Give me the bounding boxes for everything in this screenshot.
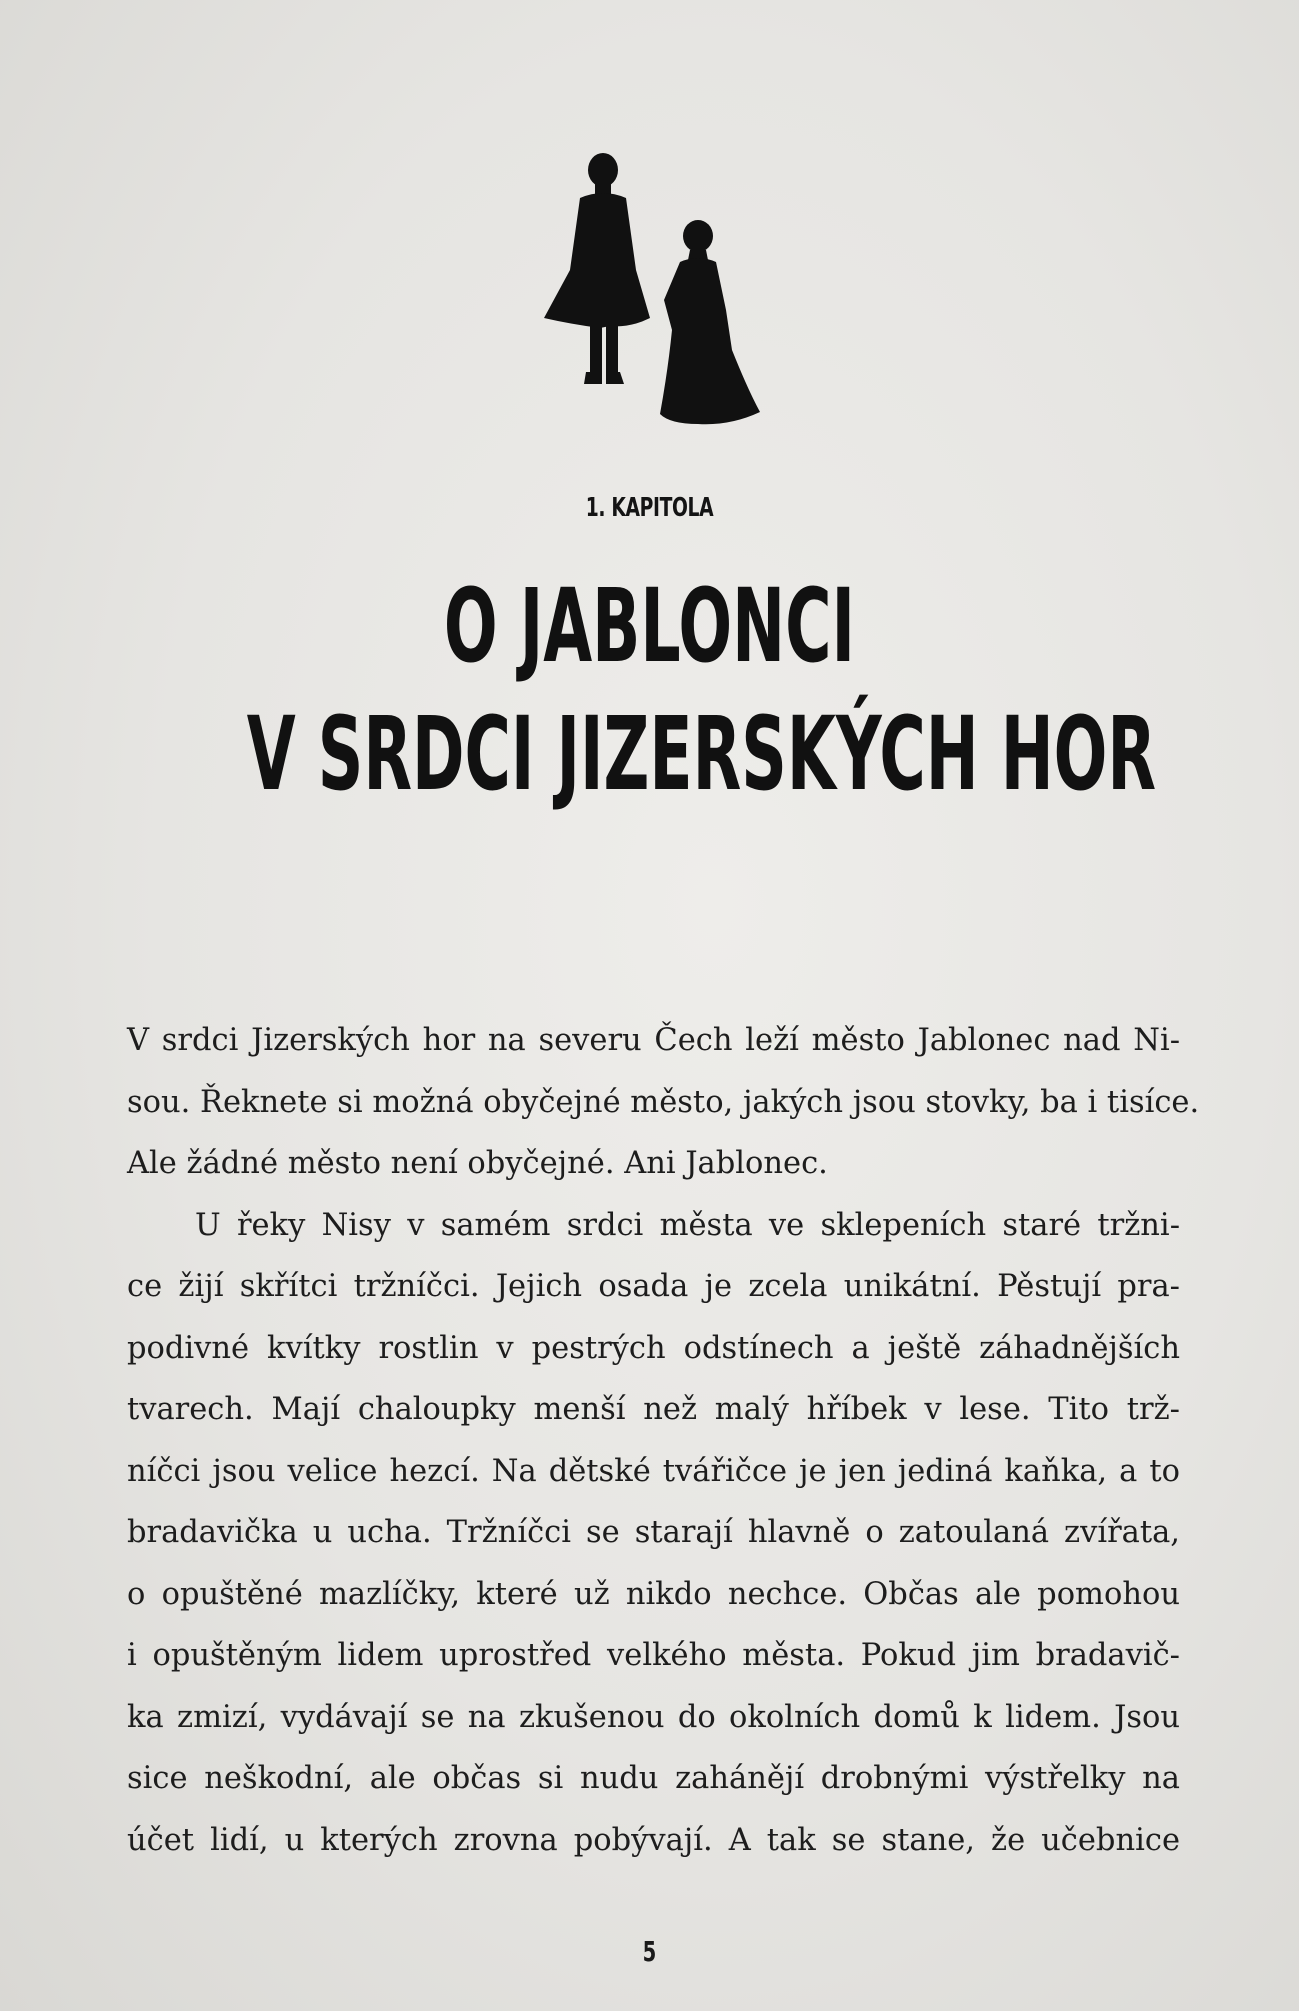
text-line: Ale žádné město není obyčejné. Ani Jablonec. <box>127 1146 828 1181</box>
text-line: U řeky Nisy v samém srdci města ve sklepeních staré tržni- <box>195 1207 1180 1243</box>
boy-silhouette <box>544 153 650 384</box>
text-line: podivné kvítky rostlin v pestrých odstínech a ještě záhadnějších <box>127 1330 1180 1366</box>
two-figures-silhouette-icon <box>540 150 770 430</box>
text-line: tvarech. Mají chaloupky menší než malý hříbek v lese. Tito trž- <box>127 1392 1180 1427</box>
text-line: o opuštěné mazlíčky, které už nikdo nechce. Občas ale pomohou <box>127 1576 1180 1612</box>
body-text <box>127 1010 1200 1871</box>
text-line: i opuštěným lidem uprostřed velkého města. Pokud jim bradavič- <box>127 1638 1180 1673</box>
chapter-title-line-2: V SRDCI JIZERSKÝCH HOR <box>246 695 1157 814</box>
text-line: sice neškodní, ale občas si nudu zahánějí drobnými výstřelky na <box>127 1761 1180 1796</box>
text-line: účet lidí, u kterých zrovna pobývají. A tak se stane, že učebnice <box>127 1822 1180 1858</box>
text-line: ce žijí skřítci tržníčci. Jejich osada je zcela unikátní. Pěstují pra- <box>127 1269 1180 1304</box>
page-number: 5 <box>642 1935 657 1968</box>
text-line: bradavička u ucha. Tržníčci se starají hlavně o zatoulaná zvířata, <box>127 1515 1180 1550</box>
chapter-title-line-1: O JABLONCI <box>443 567 856 686</box>
text-line: níčci jsou velice hezcí. Na dětské tvářičce je jen jediná kaňka, a to <box>127 1453 1180 1489</box>
paragraph-2 <box>127 1195 1180 1872</box>
paragraph-1 <box>127 1010 1200 1195</box>
chapter-label: 1. KAPITOLA <box>585 493 714 523</box>
text-line: V srdci Jizerských hor na severu Čech leží město Jablonec nad Ni- <box>127 1023 1180 1058</box>
text-line: ka zmizí, vydávají se na zkušenou do okolních domů k lidem. Jsou <box>127 1699 1180 1735</box>
text-line: sou. Řeknete si možná obyčejné město, jakých jsou stovky, ba i tisíce. <box>127 1084 1200 1120</box>
girl-silhouette <box>660 220 760 424</box>
